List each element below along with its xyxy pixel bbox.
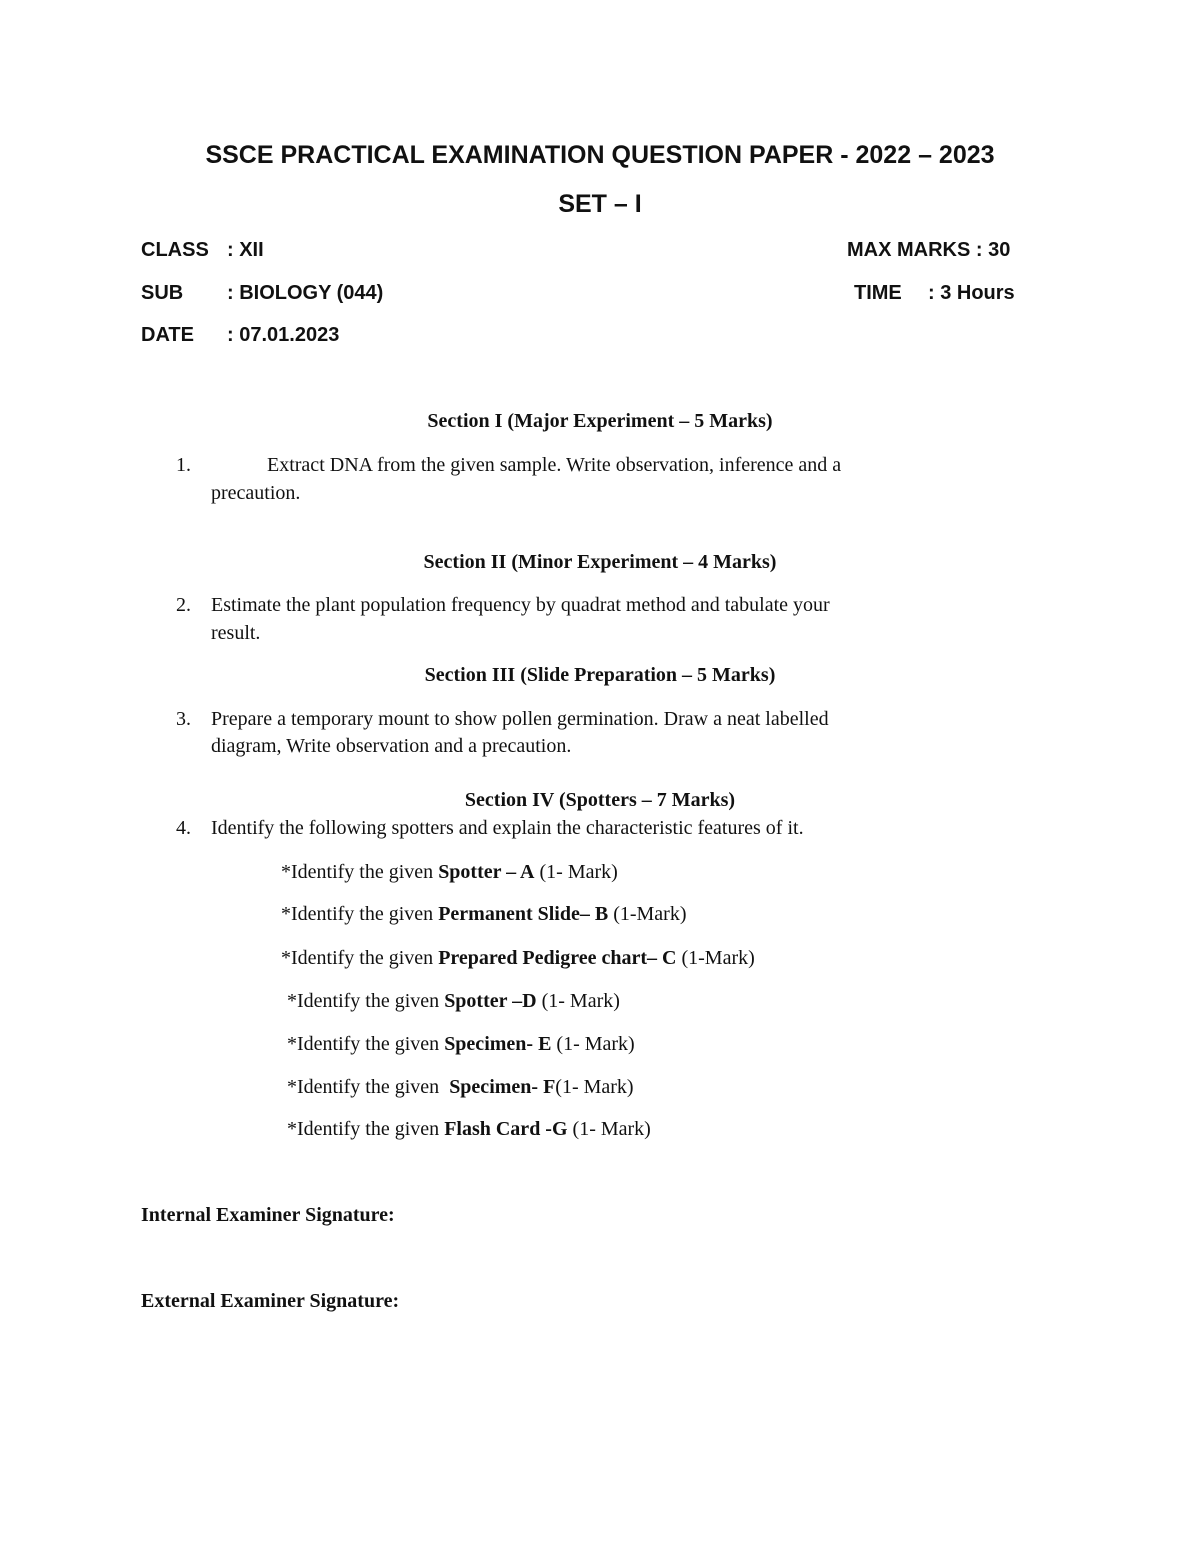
spotter-marks: (1- Mark) bbox=[534, 861, 618, 883]
question-text: Identify the following spotters and explain the characteristic features of it. bbox=[211, 817, 804, 839]
time-label: TIME bbox=[854, 282, 902, 304]
spotter-prefix: *Identify the given bbox=[281, 947, 439, 969]
spotter-name: Permanent Slide– B bbox=[438, 903, 609, 925]
spotter-item bbox=[287, 990, 620, 1013]
spotter-item bbox=[287, 1076, 634, 1099]
spotter-item bbox=[287, 1118, 651, 1141]
section-heading: Section I (Major Experiment – 5 Marks) bbox=[427, 410, 773, 432]
class-label: CLASS bbox=[141, 239, 209, 261]
spotter-item bbox=[281, 947, 755, 970]
spotter-name: Flash Card -G bbox=[444, 1118, 568, 1140]
question-number: 4. bbox=[176, 817, 191, 839]
spotter-name: Prepared Pedigree chart– C bbox=[438, 947, 677, 969]
set-label: SET – I bbox=[558, 190, 642, 218]
max-marks: MAX MARKS : 30 bbox=[847, 239, 1011, 261]
spotter-marks: (1- Mark) bbox=[567, 1118, 651, 1140]
spotter-name: Spotter – A bbox=[438, 861, 535, 883]
internal-examiner-signature: Internal Examiner Signature: bbox=[141, 1204, 395, 1226]
subject-label: SUB bbox=[141, 282, 184, 304]
question-text: Extract DNA from the given sample. Write observation, inference and a bbox=[267, 454, 842, 476]
question-text: precaution. bbox=[211, 482, 301, 504]
spotter-prefix: *Identify the given bbox=[287, 1033, 445, 1055]
spotter-marks: (1- Mark) bbox=[551, 1033, 635, 1055]
spotter-item bbox=[281, 903, 687, 926]
paper-title: SSCE PRACTICAL EXAMINATION QUESTION PAPER - 2022 – 2023 bbox=[205, 141, 995, 169]
question-number: 1. bbox=[176, 454, 191, 476]
spotter-marks: (1- Mark) bbox=[555, 1076, 634, 1098]
spotter-marks: (1-Mark) bbox=[676, 947, 755, 969]
question-text: Prepare a temporary mount to show pollen germination. Draw a neat labelled bbox=[211, 708, 829, 730]
question-number: 2. bbox=[176, 594, 191, 616]
spotter-name: Spotter –D bbox=[444, 990, 537, 1012]
spotter-marks: (1-Mark) bbox=[608, 903, 687, 925]
section-heading: Section III (Slide Preparation – 5 Marks) bbox=[424, 664, 776, 686]
spotter-prefix: *Identify the given bbox=[281, 903, 439, 925]
section-heading: Section II (Minor Experiment – 4 Marks) bbox=[423, 551, 777, 573]
spotter-name: Specimen- F bbox=[449, 1076, 556, 1098]
external-examiner-signature: External Examiner Signature: bbox=[141, 1290, 400, 1312]
question-text: result. bbox=[211, 622, 261, 644]
spotter-prefix: *Identify the given bbox=[281, 861, 439, 883]
date-label: DATE bbox=[141, 324, 194, 346]
spotter-prefix: *Identify the given bbox=[287, 1076, 450, 1098]
time-value: : 3 Hours bbox=[928, 282, 1015, 304]
class-value: : XII bbox=[227, 239, 264, 261]
spotter-prefix: *Identify the given bbox=[287, 990, 445, 1012]
question-text: Estimate the plant population frequency by quadrat method and tabulate your bbox=[211, 594, 830, 616]
subject-value: : BIOLOGY (044) bbox=[227, 282, 384, 304]
spotter-name: Specimen- E bbox=[444, 1033, 552, 1055]
section-heading: Section IV (Spotters – 7 Marks) bbox=[464, 789, 736, 811]
spotter-marks: (1- Mark) bbox=[536, 990, 620, 1012]
question-number: 3. bbox=[176, 708, 191, 730]
date-value: : 07.01.2023 bbox=[227, 324, 340, 346]
spotter-prefix: *Identify the given bbox=[287, 1118, 445, 1140]
spotter-item bbox=[281, 861, 618, 884]
spotter-item bbox=[287, 1033, 635, 1056]
question-text: diagram, Write observation and a precaution. bbox=[211, 735, 572, 757]
